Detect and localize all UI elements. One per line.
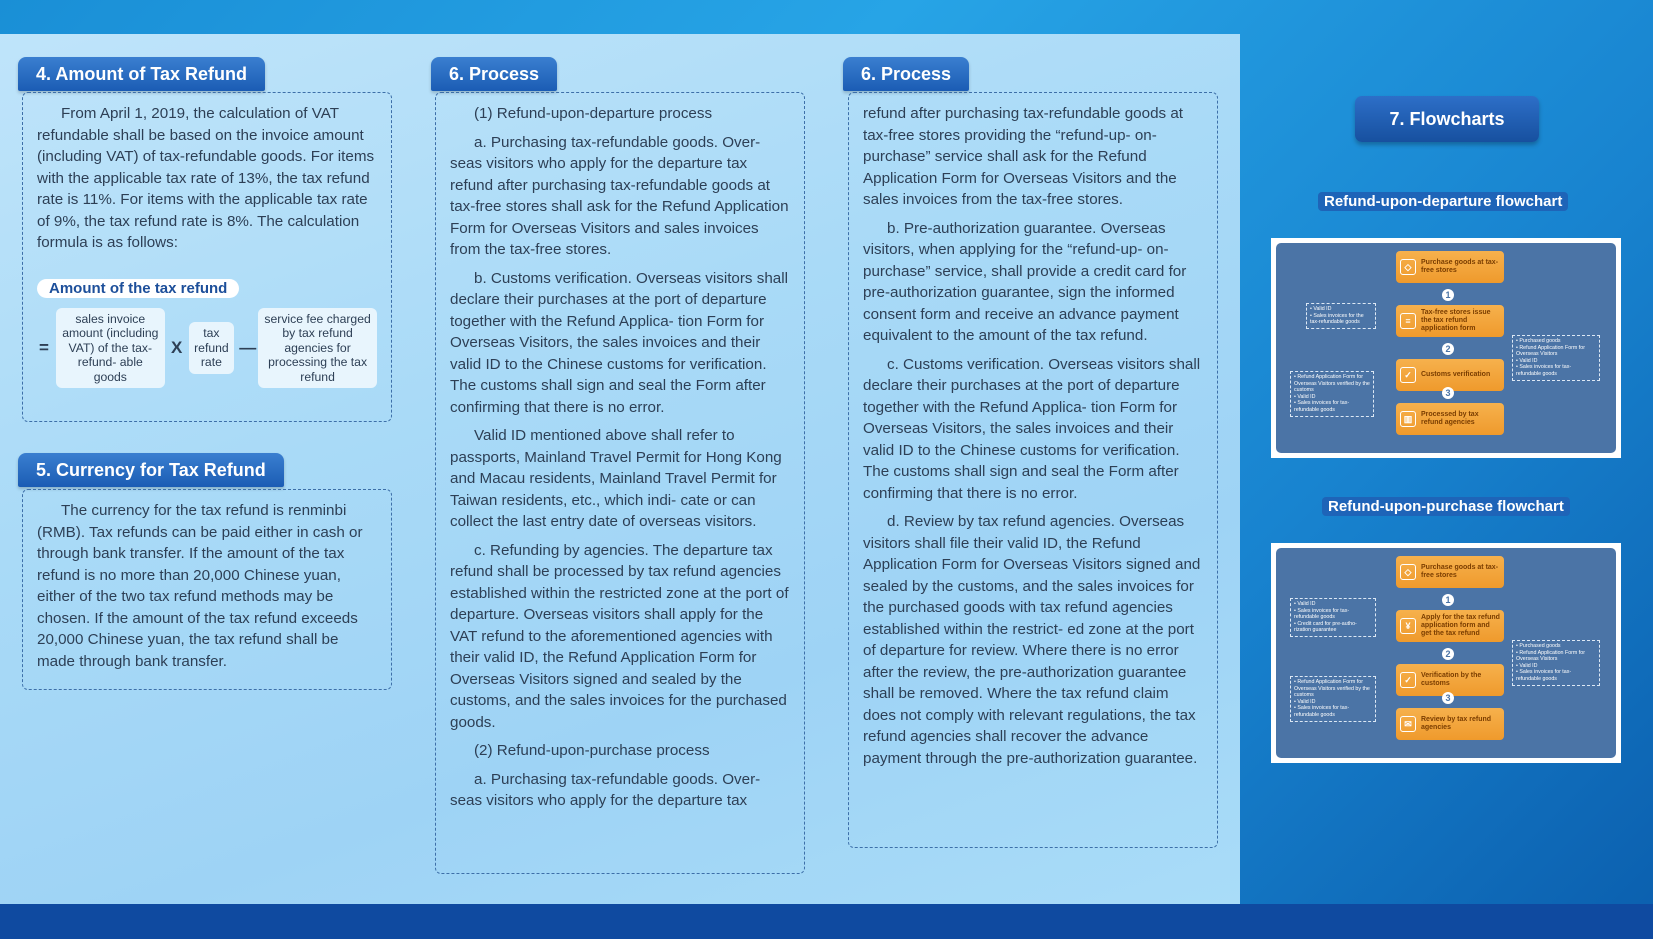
formula-minus: — <box>239 337 257 357</box>
process-paragraph: a. Purchasing tax-refundable goods. Over- seas visitors who apply for the departure tax refund after purchasing tax-refundable goods at tax-free stores shall ask for the Refund Application Form for Overseas Visitors and sales invoices from the tax-free stores. <box>450 133 789 258</box>
flow-arrow-icon: 3 <box>1442 692 1454 704</box>
flow-step: ◇ Purchase goods at tax-free stores <box>1396 556 1504 588</box>
flow-note-right: • Purchased goods • Refund Application Form for Overseas Visitors • Valid ID • Sales invoices for tax-refundable goods <box>1512 640 1600 686</box>
formula-term-rate: tax refund rate <box>189 322 235 374</box>
formula-term-fee: service fee charged by tax refund agencies for processing the tax refund <box>258 308 377 389</box>
flow-note-right: • Purchased goods • Refund Application Form for Overseas Visitors • Valid ID • Sales invoices for tax-refundable goods <box>1512 335 1600 381</box>
formula-term-invoice: sales invoice amount (including VAT) of the tax-refund- able goods <box>56 308 165 389</box>
formula-equals: = <box>38 337 49 357</box>
refund-icon: ¥ <box>1400 618 1416 634</box>
flow-step: ✓ Customs verification <box>1396 359 1504 391</box>
flow-arrow-icon: 2 <box>1442 648 1454 660</box>
flow-note-left-top: • Valid ID • Sales invoices for tax-refundable goods • Credit card for pre-autho- rization guarantee <box>1290 598 1376 637</box>
formula-label: Amount of the tax refund <box>37 279 239 298</box>
flowchart-1-title: Refund-upon-departure flowchart <box>1318 192 1568 211</box>
check-icon: ✓ <box>1400 672 1416 688</box>
currency-section-box <box>22 489 392 690</box>
section-title-flowcharts: 7. Flowcharts <box>1355 96 1539 142</box>
formula-times: X <box>171 337 183 357</box>
flow-arrow-icon: 1 <box>1442 289 1454 301</box>
flow-arrow-icon: 2 <box>1442 343 1454 355</box>
flow-step: ≡ Tax-free stores issue the tax refund application form <box>1396 305 1504 337</box>
process-paragraph: d. Review by tax refund agencies. Overseas visitors shall file their valid ID, the Refund Application Form for Overseas Visitors signed and sealed by the customs, and the sales invoices for the purchased goods with tax refund agencies established within the restrict- ed zone at the port of departure for review. Where there is no error after the review, the pre-authorization guarantee shall be removed. Where the tax refund claim does not comply with relevant regulations, the tax refund agencies shall recover the advance payment through the pre-authorization guarantee. <box>863 513 1201 767</box>
section-title-currency: 5. Currency for Tax Refund <box>18 453 284 487</box>
flow-arrow-icon: 3 <box>1442 387 1454 399</box>
flow-arrow-icon: 1 <box>1442 594 1454 606</box>
process-box-2 <box>848 92 1218 848</box>
flow-step: ¥ Apply for the tax refund application form and get the tax refund <box>1396 610 1504 642</box>
process-paragraph: c. Customs verification. Overseas visitors shall declare their purchases at the port of departure together with the Refund Applica- tion Form for Overseas Visitors, the sales invoices and their valid ID to the Chinese customs for verification. The customs shall sign and seal the Form after confirming that there is no error. <box>863 355 1201 502</box>
flow-step: ▥ Processed by tax refund agencies <box>1396 403 1504 435</box>
section-title-process: 6. Process <box>431 57 557 91</box>
building-icon: ▥ <box>1400 411 1416 427</box>
section-title-amount: 4. Amount of Tax Refund <box>18 57 265 91</box>
currency-paragraph: The currency for the tax refund is renminbi (RMB). Tax refunds can be paid either in cash or through bank transfer. If the amount of the tax refund is no more than 20,000 Chinese yuan, either of the two tax refund methods may be chosen. If the amount of the tax refund exceeds 20,000 Chinese yuan, the tax refund shall be made through bank transfer. <box>37 502 363 670</box>
process-paragraph: Valid ID mentioned above shall refer to passports, Mainland Travel Permit for Hong Kong and Macau residents, Mainland Travel Permit for Taiwan residents, etc., which indi- cate or can collect the last entry date of overseas visitors. <box>450 427 782 530</box>
process-paragraph: (2) Refund-upon-purchase process <box>474 742 710 759</box>
section-title-process-cont: 6. Process <box>843 57 969 91</box>
bag-icon: ◇ <box>1400 259 1416 275</box>
bottom-bar <box>0 904 1653 939</box>
process-paragraph: b. Customs verification. Overseas visitors shall declare their purchases at the port of departure together with the Refund Applica- tion Form for Overseas Visitors, the sales invoices and their valid ID to the Chinese customs for verification. The customs shall sign and seal the Form after confirming that there is no error. <box>450 269 788 416</box>
amount-paragraph: From April 1, 2019, the calculation of VAT refundable shall be based on the invoice amount (including VAT) of tax-refundable goods. For items with the applicable tax rate of 13%, the tax refund rate is 11%. For items with the applicable tax rate of 9%, the tax refund rate is 8%. The calculation formula is as follows: <box>37 105 375 251</box>
flow-step: ✓ Verification by the customs <box>1396 664 1504 696</box>
flow-note-left-bottom: • Refund Application Form for Overseas Visitors verified by the customs • Valid ID • Sales invoices for tax-refundable goods <box>1290 676 1376 722</box>
process-paragraph: refund after purchasing tax-refundable goods at tax-free stores providing the “refund-up- on-purchase” service shall ask for the Refund Application Form for Overseas Visitors and the sales invoices from the tax-free stores. <box>863 105 1183 208</box>
flowchart-2 <box>1271 543 1621 763</box>
check-icon: ✓ <box>1400 367 1416 383</box>
flow-note-left-bottom: • Refund Application Form for Overseas Visitors verified by the customs • Valid ID • Sales invoices for tax-refundable goods <box>1290 371 1374 417</box>
process-paragraph: (1) Refund-upon-departure process <box>474 105 713 122</box>
flow-note-left-top: • Valid ID • Sales invoices for the tax-refundable goods <box>1306 303 1376 329</box>
bag-icon: ◇ <box>1400 564 1416 580</box>
process-paragraph: b. Pre-authorization guarantee. Overseas visitors, when applying for the “refund-up- on-purchase” service, shall provide a credit card for pre-authorization guarantee, sign the informed consent form and receive an advance payment equivalent to the amount of the tax refund. <box>863 219 1187 344</box>
process-box-1 <box>435 92 805 874</box>
refund-formula <box>37 308 377 389</box>
form-icon: ≡ <box>1400 313 1416 329</box>
process-paragraph: c. Refunding by agencies. The departure tax refund shall be processed by tax refund agencies established within the restricted zone at the port of departure. Overseas visitors shall apply for the VAT refund to the aforementioned agencies with their valid ID, the Refund Application Form for Overseas Visitors signed and sealed by the customs, and the sales invoices for the purchased goods. <box>450 541 789 731</box>
flowchart-1 <box>1271 238 1621 458</box>
flow-step: ◇ Purchase goods at tax-free stores <box>1396 251 1504 283</box>
flow-step: ✉ Review by tax refund agencies <box>1396 708 1504 740</box>
envelope-icon: ✉ <box>1400 716 1416 732</box>
process-paragraph: a. Purchasing tax-refundable goods. Over- seas visitors who apply for the departure tax <box>450 770 761 809</box>
amount-section-box <box>22 92 392 422</box>
flowchart-2-title: Refund-upon-purchase flowchart <box>1322 497 1570 516</box>
